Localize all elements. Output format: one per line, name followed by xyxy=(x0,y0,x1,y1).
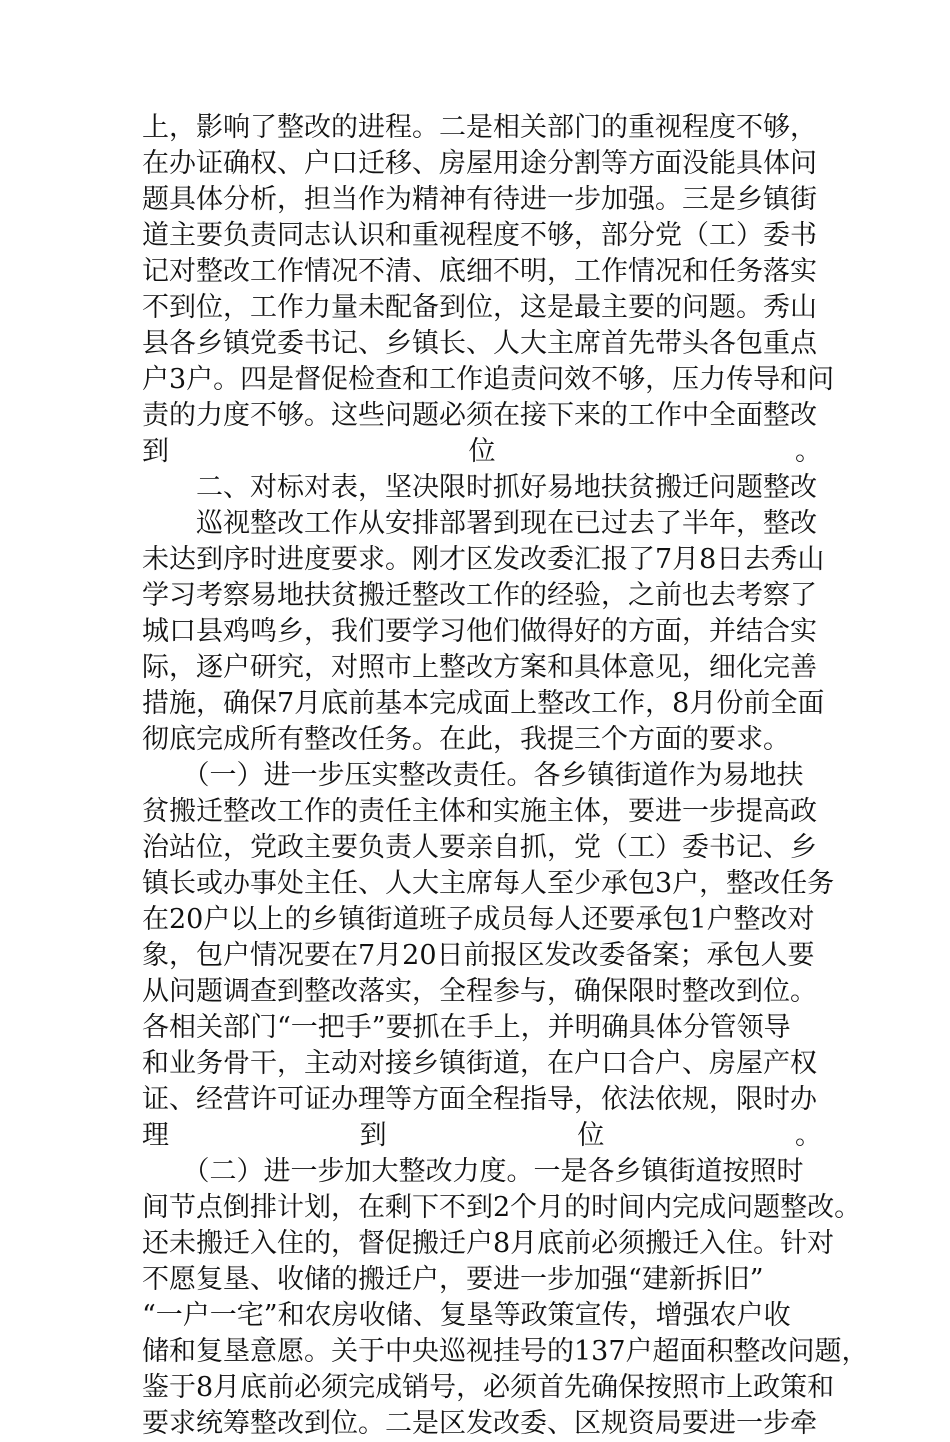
text-line: 治站位，党政主要负责人要亲自抓，党（工）委书记、乡 xyxy=(142,832,817,863)
text-line: 贫搬迁整改工作的责任主体和实施主体，要进一步提高政 xyxy=(142,796,817,827)
text-line: 巡视整改工作从安排部署到现在已过去了半年，整改 xyxy=(142,508,817,539)
text-line: 上，影响了整改的进程。二是相关部门的重视程度不够， xyxy=(142,112,817,143)
text-line: 彻底完成所有整改任务。在此，我提三个方面的要求。 xyxy=(142,724,790,755)
text-fragment: 位 xyxy=(577,1120,605,1151)
text-fragment: 理 xyxy=(142,1120,169,1151)
text-line: 未达到序时进度要求。刚才区发改委汇报了7月8日去秀山 xyxy=(142,544,825,575)
text-fragment: 。 xyxy=(794,1120,822,1151)
body-text xyxy=(142,110,869,1442)
text-line-justified xyxy=(142,434,822,470)
text-line: 学习考察易地扶贫搬迁整改工作的经验，之前也去考察了 xyxy=(142,580,817,611)
text-line: 从问题调查到整改落实，全程参与，确保限时整改到位。 xyxy=(142,976,817,1007)
text-line: 在办证确权、户口迁移、房屋用途分割等方面没能具体问 xyxy=(142,148,817,179)
text-line: 还未搬迁入住的，督促搬迁户8月底前必须搬迁入住。针对 xyxy=(142,1228,835,1259)
text-line: 措施，确保7月底前基本完成面上整改工作，8月份前全面 xyxy=(142,688,825,719)
text-line-justified xyxy=(142,1118,822,1154)
text-line: 间节点倒排计划，在剩下不到2个月的时间内完成问题整改。 xyxy=(142,1192,862,1223)
text-line: 不愿复垦、收储的搬迁户，要进一步加强“建新拆旧” xyxy=(142,1264,764,1295)
text-line: 际，逐户研究，对照市上整改方案和具体意见，细化完善 xyxy=(142,652,817,683)
text-fragment: 到 xyxy=(359,1120,387,1151)
text-line: 在20户以上的乡镇街道班子成员每人还要承包1户整改对 xyxy=(142,904,815,935)
text-line: 证、经营许可证办理等方面全程指导，依法依规，限时办 xyxy=(142,1084,817,1115)
text-line: 和业务骨干，主动对接乡镇街道，在户口合户、房屋产权 xyxy=(142,1048,817,1079)
text-fragment: 。 xyxy=(795,436,822,467)
text-line: 道主要负责同志认识和重视程度不够，部分党（工）委书 xyxy=(142,220,817,251)
text-line: 县各乡镇党委书记、乡镇长、人大主席首先带头各包重点 xyxy=(142,328,817,359)
section-heading: 二、对标对表，坚决限时抓好易地扶贫搬迁问题整改 xyxy=(142,472,817,503)
text-line: 不到位，工作力量未配备到位，这是最主要的问题。秀山 xyxy=(142,292,817,323)
text-line: 象，包户情况要在7月20日前报区发改委备案；承包人要 xyxy=(142,940,815,971)
text-fragment: 位 xyxy=(468,436,496,467)
text-line: 记对整改工作情况不清、底细不明，工作情况和任务落实 xyxy=(142,256,817,287)
text-line: 镇长或办事处主任、人大主席每人至少承包3户，整改任务 xyxy=(142,868,835,899)
text-line: “一户一宅”和农房收储、复垦等政策宣传，增强农户收 xyxy=(142,1300,791,1331)
text-line: 题具体分析，担当作为精神有待进一步加强。三是乡镇街 xyxy=(142,184,817,215)
text-line: 户3户。四是督促检查和工作追责问效不够，压力传导和问 xyxy=(142,364,835,395)
text-line: （二）进一步加大整改力度。一是各乡镇街道按照时 xyxy=(142,1156,804,1187)
text-fragment: 到 xyxy=(142,436,169,467)
text-line: 鉴于8月底前必须完成销号，必须首先确保按照市上政策和 xyxy=(142,1372,835,1403)
text-line: 各相关部门“一把手”要抓在手上，并明确具体分管领导 xyxy=(142,1012,791,1043)
text-line: 要求统筹整改到位。二是区发改委、区规资局要进一步牵 xyxy=(142,1408,817,1439)
text-line: 城口县鸡鸣乡，我们要学习他们做得好的方面，并结合实 xyxy=(142,616,817,647)
text-line: 储和复垦意愿。关于中央巡视挂号的137户超面积整改问题， xyxy=(142,1336,869,1367)
text-line: 责的力度不够。这些问题必须在接下来的工作中全面整改 xyxy=(142,400,817,431)
text-line: （一）进一步压实整改责任。各乡镇街道作为易地扶 xyxy=(142,760,804,791)
